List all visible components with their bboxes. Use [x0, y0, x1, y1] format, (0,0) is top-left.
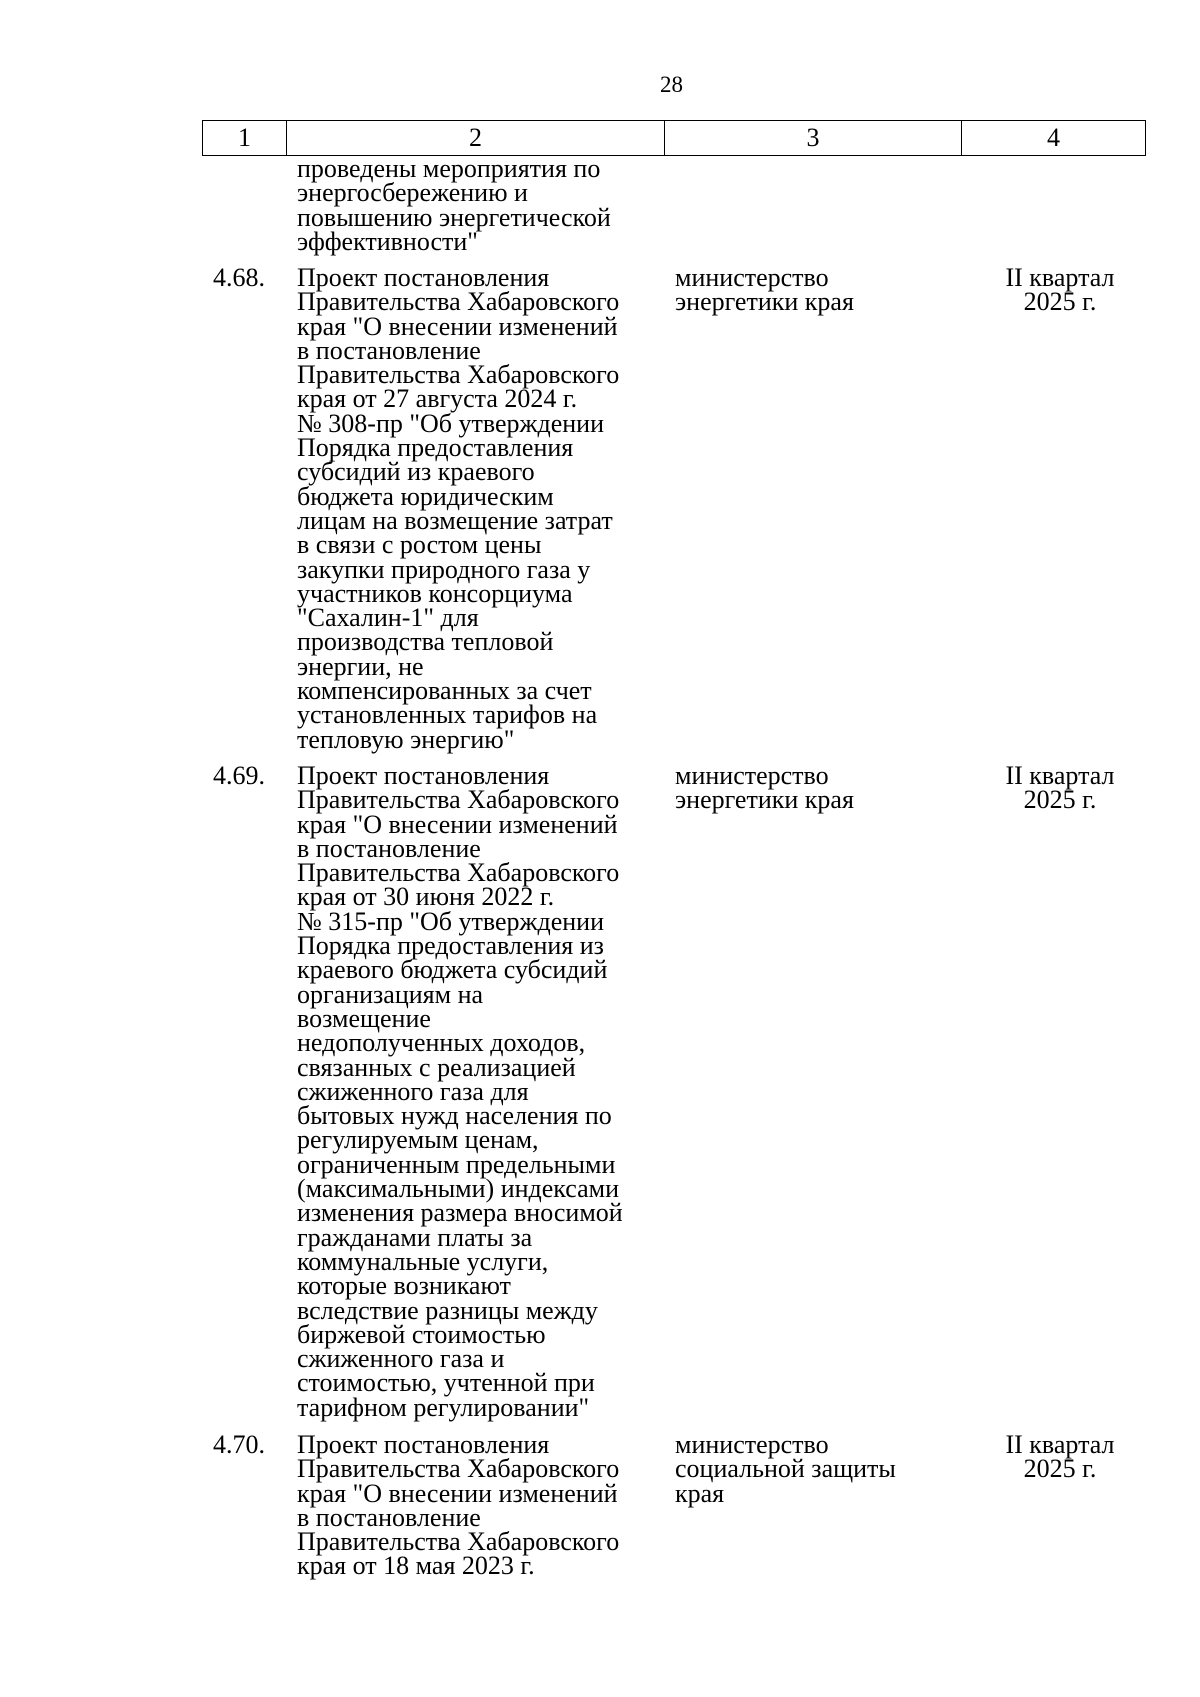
table-header	[202, 120, 1146, 156]
row-responsible: министерство социальной защиты края	[675, 1430, 896, 1508]
row-term: II квартал 2025 г.	[1005, 1430, 1115, 1484]
column-header-3: 3	[665, 121, 962, 156]
row-number: 4.69.	[213, 761, 265, 790]
page-number: 28	[660, 72, 683, 97]
row-term: II квартал 2025 г.	[1005, 761, 1115, 815]
column-header-1: 1	[203, 121, 287, 156]
column-header-2: 2	[287, 121, 665, 156]
row-responsible: министерство энергетики края	[675, 761, 854, 815]
column-header-4: 4	[962, 121, 1146, 156]
row-description: Проект постановления Правительства Хабаровского края "О внесении изменений в постановление Правительства Хабаровского края от 30 июня 2022 г. № 315-пр "Об утверждении Порядка предоставления из краевого бюджета субсидий организациям на возмещение недополученных доходов, связанных с реализацией сжиженного газа для бытовых нужд населения по регулируемым ценам, ограниченным предельными (максимальными) индексами изменения размера вносимой гражданами платы за коммунальные услуги, которые возникают вследствие разницы между биржевой стоимостью сжиженного газа и стоимостью, учтенной при тарифном регулировании"	[297, 761, 623, 1422]
row-description: Проект постановления Правительства Хабаровского края "О внесении изменений в постановление Правительства Хабаровского края от 27 августа 2024 г. № 308-пр "Об утверждении Порядка предоставления субсидий из краевого бюджета юридическим лицам на возмещение затрат в связи с ростом цены закупки природного газа у участников консорциума "Сахалин-1" для производства тепловой энергии, не компенсированных за счет установленных тарифов на тепловую энергию"	[297, 263, 620, 754]
row-number: 4.68.	[213, 263, 265, 292]
row-responsible: министерство энергетики края	[675, 263, 854, 317]
row-number: 4.70.	[213, 1430, 265, 1459]
row-description: Проект постановления Правительства Хабаровского края "О внесении изменений в постановление Правительства Хабаровского края от 18 мая 2023 г.	[297, 1430, 620, 1581]
row-term: II квартал 2025 г.	[1005, 263, 1115, 317]
continuation-text: проведены мероприятия по энергосбережению и повышению энергетической эффективности"	[297, 154, 611, 256]
